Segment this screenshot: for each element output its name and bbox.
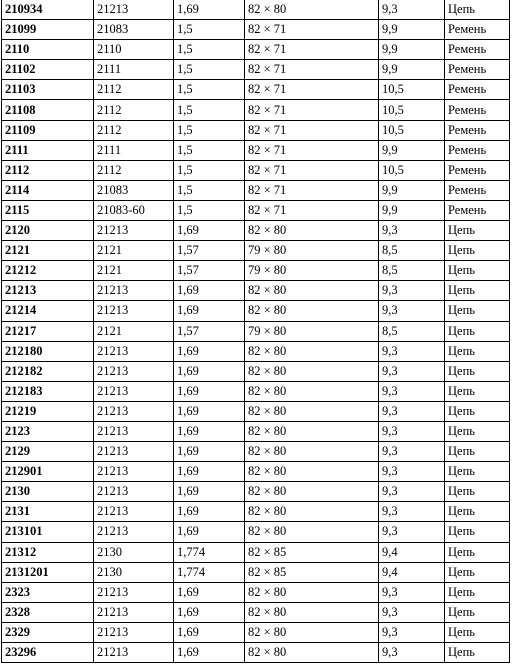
bore-stroke-cell: 82 × 71	[245, 60, 379, 80]
bore-stroke-cell: 82 × 71	[245, 140, 379, 160]
timing-drive-cell: Ремень	[445, 80, 510, 100]
displacement-cell: 1,69	[174, 341, 245, 361]
displacement-cell: 1,5	[174, 40, 245, 60]
model-cell: 21212	[2, 261, 94, 281]
timing-drive-cell: Ремень	[445, 40, 510, 60]
compression-cell: 9,3	[379, 221, 445, 241]
displacement-cell: 1,69	[174, 0, 245, 20]
engine-cell: 2111	[94, 60, 174, 80]
engine-cell: 21213	[94, 643, 174, 663]
compression-cell: 9,9	[379, 180, 445, 200]
bore-stroke-cell: 82 × 80	[245, 442, 379, 462]
compression-cell: 9,9	[379, 140, 445, 160]
engine-cell: 21213	[94, 482, 174, 502]
displacement-cell: 1,69	[174, 482, 245, 502]
model-cell: 213101	[2, 522, 94, 542]
model-cell: 2130	[2, 482, 94, 502]
displacement-cell: 1,69	[174, 502, 245, 522]
bore-stroke-cell: 82 × 80	[245, 361, 379, 381]
compression-cell: 9,3	[379, 281, 445, 301]
bore-stroke-cell: 79 × 80	[245, 241, 379, 261]
table-row	[2, 120, 510, 140]
model-cell: 23296	[2, 643, 94, 663]
displacement-cell: 1,5	[174, 20, 245, 40]
engine-cell: 21083	[94, 180, 174, 200]
displacement-cell: 1,5	[174, 200, 245, 220]
engine-cell: 2112	[94, 80, 174, 100]
displacement-cell: 1,69	[174, 301, 245, 321]
compression-cell: 9,3	[379, 482, 445, 502]
engine-cell: 21213	[94, 0, 174, 20]
bore-stroke-cell: 82 × 80	[245, 381, 379, 401]
model-cell: 2129	[2, 442, 94, 462]
model-cell: 21102	[2, 60, 94, 80]
table-body	[2, 0, 510, 663]
table-row	[2, 401, 510, 421]
engine-cell: 21213	[94, 462, 174, 482]
table-row	[2, 482, 510, 502]
model-cell: 21219	[2, 401, 94, 421]
compression-cell: 9,3	[379, 381, 445, 401]
bore-stroke-cell: 82 × 71	[245, 120, 379, 140]
timing-drive-cell: Цепь	[445, 421, 510, 441]
compression-cell: 9,3	[379, 421, 445, 441]
compression-cell: 10,5	[379, 120, 445, 140]
timing-drive-cell: Цепь	[445, 482, 510, 502]
timing-drive-cell: Цепь	[445, 281, 510, 301]
displacement-cell: 1,5	[174, 80, 245, 100]
model-cell: 212182	[2, 361, 94, 381]
displacement-cell: 1,774	[174, 542, 245, 562]
compression-cell: 8,5	[379, 321, 445, 341]
model-cell: 2131201	[2, 562, 94, 582]
table-row	[2, 221, 510, 241]
displacement-cell: 1,69	[174, 442, 245, 462]
table-row	[2, 281, 510, 301]
bore-stroke-cell: 82 × 80	[245, 0, 379, 20]
model-cell: 212183	[2, 381, 94, 401]
displacement-cell: 1,5	[174, 160, 245, 180]
model-cell: 2111	[2, 140, 94, 160]
engine-cell: 2110	[94, 40, 174, 60]
timing-drive-cell: Ремень	[445, 180, 510, 200]
table-row	[2, 502, 510, 522]
engine-cell: 2112	[94, 120, 174, 140]
model-cell: 212901	[2, 462, 94, 482]
bore-stroke-cell: 82 × 80	[245, 301, 379, 321]
bore-stroke-cell: 79 × 80	[245, 261, 379, 281]
compression-cell: 9,3	[379, 361, 445, 381]
model-cell: 2112	[2, 160, 94, 180]
displacement-cell: 1,69	[174, 361, 245, 381]
model-cell: 2115	[2, 200, 94, 220]
timing-drive-cell: Цепь	[445, 643, 510, 663]
model-cell: 2120	[2, 221, 94, 241]
bore-stroke-cell: 82 × 80	[245, 482, 379, 502]
model-cell: 2131	[2, 502, 94, 522]
table-row	[2, 582, 510, 602]
model-cell: 21108	[2, 100, 94, 120]
bore-stroke-cell: 82 × 80	[245, 462, 379, 482]
engine-cell: 2121	[94, 241, 174, 261]
compression-cell: 9,3	[379, 643, 445, 663]
engine-cell: 21213	[94, 341, 174, 361]
engine-cell: 21213	[94, 582, 174, 602]
displacement-cell: 1,69	[174, 622, 245, 642]
model-cell: 21214	[2, 301, 94, 321]
timing-drive-cell: Цепь	[445, 381, 510, 401]
timing-drive-cell: Цепь	[445, 502, 510, 522]
table-row	[2, 80, 510, 100]
engine-cell: 2121	[94, 261, 174, 281]
bore-stroke-cell: 82 × 71	[245, 100, 379, 120]
engine-cell: 21213	[94, 361, 174, 381]
engine-cell: 21213	[94, 602, 174, 622]
table-row	[2, 20, 510, 40]
bore-stroke-cell: 82 × 71	[245, 160, 379, 180]
model-cell: 21103	[2, 80, 94, 100]
table-row	[2, 341, 510, 361]
model-cell: 2114	[2, 180, 94, 200]
bore-stroke-cell: 82 × 71	[245, 180, 379, 200]
table-row	[2, 381, 510, 401]
table-row	[2, 321, 510, 341]
compression-cell: 10,5	[379, 160, 445, 180]
engine-cell: 21213	[94, 622, 174, 642]
engine-cell: 21083	[94, 20, 174, 40]
displacement-cell: 1,69	[174, 462, 245, 482]
compression-cell: 9,3	[379, 602, 445, 622]
bore-stroke-cell: 82 × 80	[245, 643, 379, 663]
table-row	[2, 301, 510, 321]
bore-stroke-cell: 79 × 80	[245, 321, 379, 341]
table-row	[2, 442, 510, 462]
model-cell: 2328	[2, 602, 94, 622]
timing-drive-cell: Цепь	[445, 401, 510, 421]
displacement-cell: 1,69	[174, 602, 245, 622]
timing-drive-cell: Ремень	[445, 100, 510, 120]
table-row	[2, 200, 510, 220]
compression-cell: 8,5	[379, 241, 445, 261]
bore-stroke-cell: 82 × 71	[245, 200, 379, 220]
displacement-cell: 1,69	[174, 421, 245, 441]
compression-cell: 10,5	[379, 100, 445, 120]
compression-cell: 9,4	[379, 562, 445, 582]
compression-cell: 9,3	[379, 401, 445, 421]
displacement-cell: 1,5	[174, 100, 245, 120]
timing-drive-cell: Цепь	[445, 462, 510, 482]
bore-stroke-cell: 82 × 80	[245, 221, 379, 241]
compression-cell: 9,3	[379, 522, 445, 542]
engine-cell: 21213	[94, 401, 174, 421]
displacement-cell: 1,5	[174, 140, 245, 160]
timing-drive-cell: Цепь	[445, 602, 510, 622]
table-row	[2, 562, 510, 582]
displacement-cell: 1,69	[174, 381, 245, 401]
model-cell: 21099	[2, 20, 94, 40]
table-row	[2, 160, 510, 180]
timing-drive-cell: Цепь	[445, 321, 510, 341]
compression-cell: 9,3	[379, 301, 445, 321]
displacement-cell: 1,69	[174, 401, 245, 421]
table-row	[2, 643, 510, 663]
displacement-cell: 1,69	[174, 643, 245, 663]
engine-cell: 2130	[94, 562, 174, 582]
table-row	[2, 241, 510, 261]
table-row	[2, 0, 510, 20]
timing-drive-cell: Ремень	[445, 120, 510, 140]
engine-cell: 2130	[94, 542, 174, 562]
model-cell: 2110	[2, 40, 94, 60]
bore-stroke-cell: 82 × 80	[245, 582, 379, 602]
table-row	[2, 361, 510, 381]
table-row	[2, 522, 510, 542]
engine-cell: 21213	[94, 281, 174, 301]
displacement-cell: 1,69	[174, 221, 245, 241]
model-cell: 212180	[2, 341, 94, 361]
compression-cell: 9,3	[379, 622, 445, 642]
timing-drive-cell: Цепь	[445, 542, 510, 562]
engine-cell: 21213	[94, 502, 174, 522]
model-cell: 210934	[2, 0, 94, 20]
timing-drive-cell: Ремень	[445, 20, 510, 40]
displacement-cell: 1,5	[174, 180, 245, 200]
displacement-cell: 1,69	[174, 281, 245, 301]
compression-cell: 9,3	[379, 341, 445, 361]
compression-cell: 8,5	[379, 261, 445, 281]
displacement-cell: 1,69	[174, 582, 245, 602]
table-row	[2, 140, 510, 160]
compression-cell: 9,9	[379, 20, 445, 40]
model-cell: 21213	[2, 281, 94, 301]
timing-drive-cell: Цепь	[445, 341, 510, 361]
bore-stroke-cell: 82 × 85	[245, 542, 379, 562]
model-cell: 2123	[2, 421, 94, 441]
timing-drive-cell: Ремень	[445, 200, 510, 220]
table-row	[2, 602, 510, 622]
compression-cell: 9,4	[379, 542, 445, 562]
table-row	[2, 60, 510, 80]
table-row	[2, 180, 510, 200]
model-cell: 2323	[2, 582, 94, 602]
timing-drive-cell: Ремень	[445, 140, 510, 160]
compression-cell: 9,9	[379, 200, 445, 220]
bore-stroke-cell: 82 × 80	[245, 622, 379, 642]
bore-stroke-cell: 82 × 71	[245, 20, 379, 40]
timing-drive-cell: Цепь	[445, 442, 510, 462]
bore-stroke-cell: 82 × 80	[245, 502, 379, 522]
model-cell: 21312	[2, 542, 94, 562]
compression-cell: 9,3	[379, 582, 445, 602]
engine-cell: 21213	[94, 301, 174, 321]
model-cell: 21217	[2, 321, 94, 341]
bore-stroke-cell: 82 × 80	[245, 522, 379, 542]
table-row	[2, 100, 510, 120]
displacement-cell: 1,57	[174, 321, 245, 341]
displacement-cell: 1,774	[174, 562, 245, 582]
table-row	[2, 542, 510, 562]
specs-table	[1, 0, 510, 663]
bore-stroke-cell: 82 × 71	[245, 80, 379, 100]
timing-drive-cell: Цепь	[445, 622, 510, 642]
engine-cell: 2121	[94, 321, 174, 341]
table-row	[2, 261, 510, 281]
table-row	[2, 421, 510, 441]
compression-cell: 9,3	[379, 0, 445, 20]
displacement-cell: 1,69	[174, 522, 245, 542]
engine-cell: 21213	[94, 522, 174, 542]
bore-stroke-cell: 82 × 80	[245, 421, 379, 441]
engine-cell: 2112	[94, 160, 174, 180]
compression-cell: 9,9	[379, 40, 445, 60]
compression-cell: 9,9	[379, 60, 445, 80]
table-row	[2, 40, 510, 60]
timing-drive-cell: Ремень	[445, 60, 510, 80]
timing-drive-cell: Цепь	[445, 522, 510, 542]
displacement-cell: 1,57	[174, 241, 245, 261]
displacement-cell: 1,57	[174, 261, 245, 281]
compression-cell: 9,3	[379, 442, 445, 462]
bore-stroke-cell: 82 × 71	[245, 40, 379, 60]
timing-drive-cell: Цепь	[445, 562, 510, 582]
displacement-cell: 1,5	[174, 120, 245, 140]
engine-cell: 21083-60	[94, 200, 174, 220]
compression-cell: 9,3	[379, 462, 445, 482]
timing-drive-cell: Цепь	[445, 241, 510, 261]
engine-cell: 2111	[94, 140, 174, 160]
timing-drive-cell: Цепь	[445, 0, 510, 20]
bore-stroke-cell: 82 × 80	[245, 281, 379, 301]
engine-cell: 2112	[94, 100, 174, 120]
compression-cell: 10,5	[379, 80, 445, 100]
timing-drive-cell: Цепь	[445, 221, 510, 241]
timing-drive-cell: Цепь	[445, 301, 510, 321]
bore-stroke-cell: 82 × 80	[245, 401, 379, 421]
model-cell: 2121	[2, 241, 94, 261]
timing-drive-cell: Цепь	[445, 261, 510, 281]
bore-stroke-cell: 82 × 85	[245, 562, 379, 582]
model-cell: 21109	[2, 120, 94, 140]
engine-cell: 21213	[94, 381, 174, 401]
timing-drive-cell: Цепь	[445, 582, 510, 602]
table-row	[2, 622, 510, 642]
table-row	[2, 462, 510, 482]
timing-drive-cell: Ремень	[445, 160, 510, 180]
compression-cell: 9,3	[379, 502, 445, 522]
engine-cell: 21213	[94, 442, 174, 462]
timing-drive-cell: Цепь	[445, 361, 510, 381]
bore-stroke-cell: 82 × 80	[245, 602, 379, 622]
model-cell: 2329	[2, 622, 94, 642]
bore-stroke-cell: 82 × 80	[245, 341, 379, 361]
engine-cell: 21213	[94, 221, 174, 241]
displacement-cell: 1,5	[174, 60, 245, 80]
engine-cell: 21213	[94, 421, 174, 441]
